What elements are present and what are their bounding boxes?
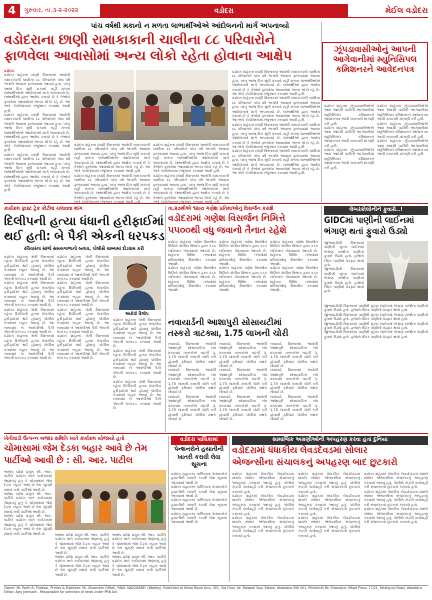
story2-body-3: વડોદરા શહેરના ગોત્રી વિસ્તારમાં રહેતા દિલીપની હત્યા ધંધાકીય હરીફાઈમાં થઈ હોવાનું પોલીસ તપાસમાં બહાર આવ્યું છે. આ બનાવમાં બે આરોપીઓ પૈકી એકની ધરપકડ કરવામાં આવી છે. xyxy=(113,318,161,349)
story1-column-3 xyxy=(153,143,229,200)
story2-portrait xyxy=(113,256,161,310)
section-rule xyxy=(4,203,428,204)
story4-body-2b: નવાયાર્ડ વિસ્તારમાં આવેલી આશાપુરી સોસાયટીના બંધ મકાનમાં તસ્કરોએ ત્રાટકી રૂ. 1.75 લાખની મત્તાની ચોરી કરી હોવાની ફરિયાદ પોલીસ મથકે નોંધાઈ છે. xyxy=(219,368,267,395)
story1-headline-2: ફાળવેલા આવાસોમાં અન્ય લોકો રહેતા હોવાના આક્ષેપ xyxy=(4,48,292,64)
section-city: વડોદરા xyxy=(100,4,348,17)
story4-body-c: નવાયાર્ડ વિસ્તારમાં આવેલી આશાપુરી સોસાયટીના બંધ મકાનમાં તસ્કરોએ ત્રાટકી રૂ. 1.75 લાખની મત્તાની ચોરી કરી હોવાની ફરિયાદ પોલીસ મથકે નોંધાઈ છે. xyxy=(168,394,216,421)
story6-body-3: ભાજપ પ્રદેશ પ્રમુખ સી. આર. પાટીલે વડોદરા ખાતે કાર્યક્રમમાં જણાવ્યું હતું કે ચોમાસામાં જેમ દેડકા બહાર આવે છે તેમ ચૂંટણી સમયે નવી પાર્ટીઓ આવી છે. xyxy=(112,533,166,555)
story4-body-2c: નવાયાર્ડ વિસ્તારમાં આવેલી આશાપુરી સોસાયટીના બંધ મકાનમાં તસ્કરોએ ત્રાટકી રૂ. 1.75 લાખની મત્તાની ચોરી કરી હોવાની ફરિયાદ પોલીસ મથકે નોંધાઈ છે. xyxy=(219,394,267,421)
story7-body-b: વડોદરા મહાનગર પાલિકાના પેન્શનરોને હયાતીની ખાતરી કરાવી લેવા સૂચના આપવામાં આવી છે. xyxy=(171,485,227,499)
column-divider-2 xyxy=(165,206,166,432)
story4-column-1 xyxy=(168,342,216,430)
story3-column-1 xyxy=(168,240,216,315)
story1-body-col4d: વડોદરા શહેરના છાણી વિસ્તારમાં આવેલી રામાકાકાની ચાલીના ૮૮ પરિવારોને પાંચ વર્ષ અગાઉ આવાસ ફાળવવામાં આવ્યા હતા. પરંતુ આજ દિન સુધી મકાનો નહીં મળતા લાભાર્થીઓએ આંદોલનનો માર્ગ અપનાવ્યો છે. લાભાર્થીઓ દ્વારા આક્ષેપ કરાયો છે કે તેઓને ફાળવેલા આવાસોમાં અન્ય લોકો રહે છે. આ અંગે કોર્પોરેશનમાં રજૂઆત કરવામાં આવી હતી. xyxy=(232,149,320,176)
story5-body-2b: જીઆઇડીસી વિસ્તારમાં પાણીની મુખ્ય લાઈનમાં ભંગાણ સર્જાતા પાણીનો ફુવારો ઉડ્યો હતો. હજારો લીટર પાણીનો વેડફાટ થયો હતો. xyxy=(324,312,428,322)
story6-body-2b: ભાજપ પ્રદેશ પ્રમુખ સી. આર. પાટીલે વડોદરા ખાતે કાર્યક્રમમાં જણાવ્યું હતું કે ચોમાસામાં જેમ દેડકા બહાર આવે છે તેમ ચૂંટણી સમયે નવી પાર્ટીઓ આવી છે. xyxy=(55,555,109,577)
story1-body-col3: વડોદરા શહેરના છાણી વિસ્તારમાં આવેલી રામાકાકાની ચાલીના ૮૮ પરિવારોને પાંચ વર્ષ અગાઉ આવાસ ફાળવવામાં આવ્યા હતા. પરંતુ આજ દિન સુધી મકાનો નહીં મળતા લાભાર્થીઓએ આંદોલનનો માર્ગ અપનાવ્યો છે. લાભાર્થીઓ દ્વારા આક્ષેપ કરાયો છે કે તેઓને ફાળવેલા આવાસોમાં અન્ય લોકો રહે છે. આ અંગે કોર્પોરેશનમાં રજૂઆત કરવામાં આવી હતી. xyxy=(153,143,229,174)
story3-column-2 xyxy=(219,240,267,315)
story5-body-2: જીઆઇડીસી વિસ્તારમાં પાણીની મુખ્ય લાઈનમાં ભંગાણ સર્જાતા પાણીનો ફુવારો ઉડ્યો હતો. હજારો લીટર પાણીનો વેડફાટ થયો હતો. xyxy=(324,304,428,313)
story2-body: વડોદરા શહેરના ગોત્રી વિસ્તારમાં રહેતા દિલીપની હત્યા ધંધાકીય હરીફાઈમાં થઈ હોવાનું પોલીસ તપાસમાં બહાર આવ્યું છે. આ બનાવમાં બે આરોપીઓ પૈકી એકની ધરપકડ કરવામાં આવી છે. xyxy=(4,255,54,282)
story1-body: વડોદરા શહેરના છાણી વિસ્તારમાં આવેલી રામાકાકાની ચાલીના ૮૮ પરિવારોને પાંચ વર્ષ અગાઉ આવાસ ફાળવવામાં આવ્યા હતા. પરંતુ આજ દિન સુધી મકાનો નહીં મળતા લાભાર્થીઓએ આંદોલનનો માર્ગ અપનાવ્યો છે. લાભાર્થીઓ દ્વારા આક્ષેપ કરાયો છે કે તેઓને ફાળવેલા આવાસોમાં અન્ય લોકો રહે છે. આ અંગે કોર્પોરેશનમાં રજૂઆત કરવામાં આવી હતી. xyxy=(4,73,70,113)
story4-body-2: નવાયાર્ડ વિસ્તારમાં આવેલી આશાપુરી સોસાયટીના બંધ મકાનમાં તસ્કરોએ ત્રાટકી રૂ. 1.75 લાખની મત્તાની ચોરી કરી હોવાની ફરિયાદ પોલીસ મથકે નોંધાઈ છે. xyxy=(219,342,267,369)
story7-kicker: વડોદરા પાલિકામાં xyxy=(171,436,227,445)
story2-headline-1: દિલીપની હત્યા ધંધાની હરીફાઈમાં xyxy=(4,214,164,228)
story5-column-2 xyxy=(324,304,428,430)
story8-body-3b: વડોદરા શહેરમાં ધંધાકીય લેવડદેવડના મામલે સોલાર એજન્સીના સંચાલકનું અપહરણ કરવામાં આવ્યું હતું. પોલીસે ઝડપી કાર્યવાહી કરી સંચાલકનો છુટકારો કરાવ્યો હતો. xyxy=(364,489,428,507)
column-divider-3 xyxy=(321,206,322,432)
column-divider-5 xyxy=(229,436,230,582)
story2-body-3c: વડોદરા શહેરના ગોત્રી વિસ્તારમાં રહેતા દિલીપની હત્યા ધંધાકીય હરીફાઈમાં થઈ હોવાનું પોલીસ તપાસમાં બહાર આવ્યું છે. આ બનાવમાં બે આરોપીઓ પૈકી એકની ધરપકડ કરવામાં આવી છે. xyxy=(113,379,161,411)
story6-column-1 xyxy=(4,470,52,582)
story6-column-2 xyxy=(55,533,109,582)
story2-column-3 xyxy=(113,318,161,430)
story5-headline-1: GIDCમાં પાણીની લાઈનમાં xyxy=(324,216,415,226)
masthead xyxy=(4,4,428,18)
story1-body-col2b: વડોદરા શહેરના છાણી વિસ્તારમાં આવેલી રામાકાકાની ચાલીના ૮૮ પરિવારોને પાંચ વર્ષ અગાઉ આવાસ ફાળવવામાં આવ્યા હતા. પરંતુ આજ દિન સુધી મકાનો નહીં મળતા લાભાર્થીઓએ આંદોલનનો માર્ગ અપનાવ્યો છે. લાભાર્થીઓ દ્વારા આક્ષેપ કરાયો છે કે તેઓને ફાળવેલા આવાસોમાં અન્ય લોકો રહે છે. આ xyxy=(74,173,150,200)
story8-headline-1: વડોદરામાં ધંધાકીય લેવડદેવડમાં સોલાર xyxy=(232,446,368,456)
story5-photo xyxy=(367,241,428,301)
story7-headline: પેન્શનરોને હયાતીની ખાતરી કરાવી લેવા સૂચના xyxy=(174,446,224,468)
story1-body-col3b: વડોદરા શહેરના છાણી વિસ્તારમાં આવેલી રામાકાકાની ચાલીના ૮૮ પરિવારોને પાંચ વર્ષ અગાઉ આવાસ ફાળવવામાં આવ્યા હતા. પરંતુ આજ દિન સુધી મકાનો નહીં મળતા લાભાર્થીઓએ આંદોલનનો માર્ગ અપનાવ્યો છે. લાભાર્થીઓ દ્વારા આક્ષેપ કરાયો છે કે તેઓને ફાળવેલા આવાસોમાં અન્ય લોકો રહે છે. આ xyxy=(153,173,229,200)
story2-body-2d: વડોદરા શહેરના ગોત્રી વિસ્તારમાં રહેતા દિલીપની હત્યા ધંધાકીય હરીફાઈમાં થઈ હોવાનું પોલીસ તપાસમાં બહાર આવ્યું છે. આ બનાવમાં બે આરોપીઓ પૈકી એકની ધરપકડ કરવામાં આવી છે. xyxy=(57,334,109,361)
story4-body-3c: નવાયાર્ડ વિસ્તારમાં આવેલી આશાપુરી સોસાયટીના બંધ મકાનમાં તસ્કરોએ ત્રાટકી રૂ. 1.75 લાખની મત્તાની ચોરી કરી હોવાની ફરિયાદ પોલીસ મથકે નોંધાઈ છે. xyxy=(270,394,318,421)
story1-photo-1 xyxy=(74,70,134,140)
story4-body-b: નવાયાર્ડ વિસ્તારમાં આવેલી આશાપુરી સોસાયટીના બંધ મકાનમાં તસ્કરોએ ત્રાટકી રૂ. 1.75 લાખની મત્તાની ચોરી કરી હોવાની ફરિયાદ પોલીસ મથકે નોંધાઈ છે. xyxy=(168,368,216,395)
story8-body-2c: વડોદરા શહેરમાં ધંધાકીય લેવડદેવડના મામલે સોલાર એજન્સીના સંચાલકનું અપહરણ કરવામાં આવ્યું હતું. પોલીસે ઝડપી કાર્યવાહી કરી સંચાલકનો છુટકારો કરાવ્યો હતો. xyxy=(298,516,360,538)
story2-column-2 xyxy=(57,255,109,430)
issue-date: ગુરુવાર, તા.૩-૨-૨૦૨૨ xyxy=(24,7,79,14)
box-right-column-2 xyxy=(377,104,428,200)
story8-body-3c: વડોદરા શહેરમાં ધંધાકીય લેવડદેવડના મામલે સોલાર એજન્સીના સંચાલકનું અપહરણ કરવામાં આવ્યું હતું. પોલીસે ઝડપી કાર્યવાહી કરી સંચાલકનો છુટકારો કરાવ્યો હતો. xyxy=(364,507,428,525)
story6-kicker: ખેતીવાડી ઉત્પન્ન બજાર સમિતિ ખાતે કાર્યક્રમ યોજાયો હતો xyxy=(4,436,125,442)
story3-body: વડોદરા શહેરમાં ગણેશ વિસર્જન નિમિત્તે પોલીસ વિભાગ દ્વારા કડક બંદોબસ્ત ગોઠવવામાં આવ્યો છે. શહેરના વિવિધ તળાવોમાં પ્રતિમાઓનું વિસર્જન કરવામાં આવશે. xyxy=(168,240,216,267)
story1-body-col4c: વડોદરા શહેરના છાણી વિસ્તારમાં આવેલી રામાકાકાની ચાલીના ૮૮ પરિવારોને પાંચ વર્ષ અગાઉ આવાસ ફાળવવામાં આવ્યા હતા. પરંતુ આજ દિન સુધી મકાનો નહીં મળતા લાભાર્થીઓએ આંદોલનનો માર્ગ અપનાવ્યો છે. લાભાર્થીઓ દ્વારા આક્ષેપ કરાયો છે કે તેઓને ફાળવેલા આવાસોમાં અન્ય લોકો રહે છે. આ અંગે કોર્પોરેશનમાં રજૂઆત કરવામાં આવી હતી. xyxy=(232,122,320,149)
page-number: 4 xyxy=(4,4,20,18)
story1-kicker: પાંચ વર્ષથી મકાનો ન મળતા લાભાર્થીઓએ આંદોલનનો માર્ગ અપનાવ્યો xyxy=(90,22,290,30)
story4-body-3b: નવાયાર્ડ વિસ્તારમાં આવેલી આશાપુરી સોસાયટીના બંધ મકાનમાં તસ્કરોએ ત્રાટકી રૂ. 1.75 લાખની મત્તાની ચોરી કરી હોવાની ફરિયાદ પોલીસ મથકે નોંધાઈ છે. xyxy=(270,368,318,395)
story8-body: વડોદરા શહેરમાં ધંધાકીય લેવડદેવડના મામલે સોલાર એજન્સીના સંચાલકનું અપહરણ કરવામાં આવ્યું હતું. પોલીસે ઝડપી કાર્યવાહી કરી સંચાલકનો છુટકારો કરાવ્યો હતો. xyxy=(232,472,294,494)
story3-column-3 xyxy=(270,240,318,315)
story6-column-3 xyxy=(112,533,166,582)
story5-kicker: લેબરકોલોનીને ફુવારો..! xyxy=(324,206,428,215)
box-right-body-2b: વડોદરા શહેરના ઝૂંપડાવાસીઓએ આમ આદમી પાર્ટીની આગેવાનીમાં મ્યુનિસિપલ કમિશનરને આવેદનપત્ર આપી મકાનની માંગણી કરી હતી. xyxy=(377,121,428,139)
story2-kicker: કાર્યક્રમ ફાસ્ટ ટ્રેક કોર્ટમાં ચલાવવા માંગ xyxy=(4,206,83,212)
story7-column xyxy=(171,472,227,582)
story3-body-2b: વડોદરા શહેરમાં ગણેશ વિસર્જન નિમિત્તે પોલીસ વિભાગ દ્વારા કડક બંદોબસ્ત ગોઠવવામાં આવ્યો છે. શહેરના વિવિધ તળાવોમાં પ્રતિમાઓનું વિસર્જન કરવામાં આવશે. xyxy=(219,266,267,293)
story2-body-2b: વડોદરા શહેરના ગોત્રી વિસ્તારમાં રહેતા દિલીપની હત્યા ધંધાકીય હરીફાઈમાં થઈ હોવાનું પોલીસ તપાસમાં બહાર આવ્યું છે. આ બનાવમાં બે આરોપીઓ પૈકી એકની ધરપકડ કરવામાં આવી છે. xyxy=(57,281,109,308)
column-divider-4 xyxy=(168,436,169,582)
story1-dateline: વડોદરા xyxy=(4,69,14,73)
story7-body: વડોદરા મહાનગર પાલિકાના પેન્શનરોને હયાતીની ખાતરી કરાવી લેવા સૂચના આપવામાં આવી છે. xyxy=(171,472,227,485)
box-right-body-2: વડોદરા શહેરના ઝૂંપડાવાસીઓએ આમ આદમી પાર્ટીની આગેવાનીમાં મ્યુનિસિપલ કમિશનરને આવેદનપત્ર આપી મકાનની માંગણી કરી હતી. xyxy=(377,104,428,122)
story6-body-c: ભાજપ પ્રદેશ પ્રમુખ સી. આર. પાટીલે વડોદરા ખાતે કાર્યક્રમમાં જણાવ્યું હતું કે ચોમાસામાં જેમ દેડકા બહાર આવે છે તેમ ચૂંટણી સમયે નવી પાર્ટીઓ આવી છે. xyxy=(4,514,52,536)
story1-headline-1: વડોદરાના છાણી રામાકાકાની ચાલીના ૮૮ પરિવારોને xyxy=(4,32,275,48)
story3-body-2: વડોદરા શહેરમાં ગણેશ વિસર્જન નિમિત્તે પોલીસ વિભાગ દ્વારા કડક બંદોબસ્ત ગોઠવવામાં આવ્યો છે. શહેરના વિવિધ તળાવોમાં પ્રતિમાઓનું વિસર્જન કરવામાં આવશે. xyxy=(219,240,267,267)
box-right-column-1 xyxy=(324,104,374,200)
story7-body-c: વડોદરા મહાનગર પાલિકાના પેન્શનરોને હયાતીની ખાતરી કરાવી લેવા સૂચના આપવામાં આવી છે. xyxy=(171,498,227,512)
story2-body-c: વડોદરા શહેરના ગોત્રી વિસ્તારમાં રહેતા દિલીપની હત્યા ધંધાકીય હરીફાઈમાં થઈ હોવાનું પોલીસ તપાસમાં બહાર આવ્યું છે. આ બનાવમાં બે આરોપીઓ પૈકી એકની ધરપકડ કરવામાં આવી છે. xyxy=(4,307,54,334)
story6-body-b: ભાજપ પ્રદેશ પ્રમુખ સી. આર. પાટીલે વડોદરા ખાતે કાર્યક્રમમાં જણાવ્યું હતું કે ચોમાસામાં જેમ દેડકા બહાર આવે છે તેમ ચૂંટણી સમયે નવી પાર્ટીઓ આવી છે. xyxy=(4,492,52,514)
story4-body: નવાયાર્ડ વિસ્તારમાં આવેલી આશાપુરી સોસાયટીના બંધ મકાનમાં તસ્કરોએ ત્રાટકી રૂ. 1.75 લાખની મત્તાની ચોરી કરી હોવાની ફરિયાદ પોલીસ મથકે નોંધાઈ છે. xyxy=(168,342,216,369)
story4-headline-1: નવાયાર્ડની આશાપુરી સોસાયટીમાં xyxy=(168,318,282,328)
story2-body-d: વડોદરા શહેરના ગોત્રી વિસ્તારમાં રહેતા દિલીપની હત્યા ધંધાકીય હરીફાઈમાં થઈ હોવાનું પોલીસ તપાસમાં બહાર આવ્યું છે. આ બનાવમાં બે આરોપીઓ પૈકી એકની ધરપકડ કરવામાં આવી છે. xyxy=(4,334,54,361)
story1-body-col4b: વડોદરા શહેરના છાણી વિસ્તારમાં આવેલી રામાકાકાની ચાલીના ૮૮ પરિવારોને પાંચ વર્ષ અગાઉ આવાસ ફાળવવામાં આવ્યા હતા. પરંતુ આજ દિન સુધી મકાનો નહીં મળતા લાભાર્થીઓએ આંદોલનનો માર્ગ અપનાવ્યો છે. લાભાર્થીઓ દ્વારા આક્ષેપ કરાયો છે કે તેઓને ફાળવેલા આવાસોમાં અન્ય લોકો રહે છે. આ અંગે કોર્પોરેશનમાં રજૂઆત કરવામાં આવી હતી. xyxy=(232,96,320,123)
story2-body-2: વડોદરા શહેરના ગોત્રી વિસ્તારમાં રહેતા દિલીપની હત્યા ધંધાકીય હરીફાઈમાં થઈ હોવાનું પોલીસ તપાસમાં બહાર આવ્યું છે. આ બનાવમાં બે આરોપીઓ પૈકી એકની ધરપકડ કરવામાં આવી છે. xyxy=(57,255,109,282)
story2-body-b: વડોદરા શહેરના ગોત્રી વિસ્તારમાં રહેતા દિલીપની હત્યા ધંધાકીય હરીફાઈમાં થઈ હોવાનું પોલીસ તપાસમાં બહાર આવ્યું છે. આ બનાવમાં બે આરોપીઓ પૈકી એકની ધરપકડ કરવામાં આવી છે. xyxy=(4,281,54,308)
box-right-body: વડોદરા શહેરના ઝૂંપડાવાસીઓએ આમ આદમી પાર્ટીની આગેવાનીમાં મ્યુનિસિપલ કમિશનરને આવેદનપત્ર આપી મકાનની માંગણી કરી હતી. xyxy=(324,104,374,126)
story8-body-2b: વડોદરા શહેરમાં ધંધાકીય લેવડદેવડના મામલે સોલાર એજન્સીના સંચાલકનું અપહરણ કરવામાં આવ્યું હતું. પોલીસે ઝડપી કાર્યવાહી કરી સંચાલકનો છુટકારો કરાવ્યો હતો. xyxy=(298,494,360,516)
story8-headline-2: એજન્સીના સંચાલકનું અપહરણ બાદ છુટકારો xyxy=(232,458,398,468)
story6-body-2: ભાજપ પ્રદેશ પ્રમુખ સી. આર. પાટીલે વડોદરા ખાતે કાર્યક્રમમાં જણાવ્યું હતું કે ચોમાસામાં જેમ દેડકા બહાર આવે છે તેમ ચૂંટણી સમયે નવી પાર્ટીઓ આવી છે. xyxy=(55,533,109,555)
story1-column-2 xyxy=(74,143,150,200)
story1-body-col2: વડોદરા શહેરના છાણી વિસ્તારમાં આવેલી રામાકાકાની ચાલીના ૮૮ પરિવારોને પાંચ વર્ષ અગાઉ આવાસ ફાળવવામાં આવ્યા હતા. પરંતુ આજ દિન સુધી મકાનો નહીં મળતા લાભાર્થીઓએ આંદોલનનો માર્ગ અપનાવ્યો છે. લાભાર્થીઓ દ્વારા આક્ષેપ કરાયો છે કે તેઓને ફાળવેલા આવાસોમાં અન્ય લોકો રહે છે. આ અંગે કોર્પોરેશનમાં રજૂઆત કરવામાં આવી હતી. xyxy=(74,143,150,174)
story6-photo xyxy=(55,470,166,530)
story5-body: જીઆઇડીસી વિસ્તારમાં પાણીની મુખ્ય લાઈનમાં ભંગાણ સર્જાતા પાણીનો ફુવારો ઉડ્યો હતો. હજારો લીટર પાણીનો વેડફાટ થયો હતો. xyxy=(324,241,364,268)
story2-column-1 xyxy=(4,255,54,430)
box-right-body-c: વડોદરા શહેરના ઝૂંપડાવાસીઓએ આમ આદમી પાર્ટીની આગેવાનીમાં મ્યુનિસિપલ કમિશનરને આવેદનપત્ર આપી મકાનની માંગણી કરી હતી. xyxy=(324,148,374,170)
story8-column-2 xyxy=(298,472,360,582)
story6-body-3b: ભાજપ પ્રદેશ પ્રમુખ સી. આર. પાટીલે વડોદરા ખાતે કાર્યક્રમમાં જણાવ્યું હતું કે ચોમાસામાં જેમ દેડકા બહાર આવે છે તેમ ચૂંટણી સમયે નવી પાર્ટીઓ આવી છે. xyxy=(112,555,166,577)
story3-body-3b: વડોદરા શહેરમાં ગણેશ વિસર્જન નિમિત્તે પોલીસ વિભાગ દ્વારા કડક બંદોબસ્ત ગોઠવવામાં આવ્યો છે. શહેરના વિવિધ તળાવોમાં પ્રતિમાઓનું વિસર્જન કરવામાં આવશે. xyxy=(270,266,318,293)
story8-column-1 xyxy=(232,472,294,582)
story5-headline-2: ભંગાણ થતાં ફુવારો ઉડ્યો xyxy=(324,227,408,237)
story2-headline-2: થઈ હતી: બે પૈકી એકની ધરપકડ xyxy=(4,229,165,243)
story1-column-4 xyxy=(232,70,320,200)
story2-photo-caption: આરોપી દિલીપ xyxy=(125,311,149,316)
story3-body-b: વડોદરા શહેરમાં ગણેશ વિસર્જન નિમિત્તે પોલીસ વિભાગ દ્વારા કડક બંદોબસ્ત ગોઠવવામાં આવ્યો છે. શહેરના વિવિધ તળાવોમાં પ્રતિમાઓનું વિસર્જન કરવામાં આવશે. xyxy=(168,266,216,293)
story8-body-2: વડોદરા શહેરમાં ધંધાકીય લેવડદેવડના મામલે સોલાર એજન્સીના સંચાલકનું અપહરણ કરવામાં આવ્યું હતું. પોલીસે ઝડપી કાર્યવાહી કરી સંચાલકનો છુટકારો કરાવ્યો હતો. xyxy=(298,472,360,494)
story3-body-3: વડોદરા શહેરમાં ગણેશ વિસર્જન નિમિત્તે પોલીસ વિભાગ દ્વારા કડક બંદોબસ્ત ગોઠવવામાં આવ્યો છે. શહેરના વિવિધ તળાવોમાં પ્રતિમાઓનું વિસર્જન કરવામાં આવશે. xyxy=(270,240,318,267)
story7-body-d: વડોદરા મહાનગર પાલિકાના પેન્શનરોને હયાતીની ખાતરી કરાવી લેવા સૂચના આપવામાં આવી છે. xyxy=(171,511,227,525)
box-right-headline: ઝૂંપડાવાસીઓનું આપની આગેવાનીમાં મ્યુનિસિપલ કમિશનરને આવેદનપત્ર xyxy=(333,45,417,75)
story8-column-3 xyxy=(364,472,428,582)
story6-headline-2: પાર્ટીઓ આવી છે : સી. આર. પાટીલ xyxy=(4,456,133,466)
story6-headline-1: ચોમાસામાં જેમ દેડકા બહાર આવે છે તેમ xyxy=(4,444,148,454)
story-box-right xyxy=(322,42,428,101)
story5-body-b: જીઆઇડીસી વિસ્તારમાં પાણીની મુખ્ય લાઈનમાં ભંગાણ સર્જાતા પાણીનો ફુવારો ઉડ્યો હતો. હજારો લીટર પાણીનો વેડફાટ થયો હતો. xyxy=(324,267,364,294)
story3-kicker: તા.૨૭મીએ ૧૨૯૦ ગણેશ પ્રતિમાઓનું વિસર્જન કરાશે xyxy=(168,206,274,212)
story1-column-1 xyxy=(4,69,70,199)
story5-body-2c: જીઆઇડીસી વિસ્તારમાં પાણીની મુખ્ય લાઈનમાં ભંગાણ સર્જાતા પાણીનો ફુવારો ઉડ્યો હતો. હજારો લીટર પાણીનો વેડફાટ થયો હતો. xyxy=(324,321,428,331)
story6-body: ભાજપ પ્રદેશ પ્રમુખ સી. આર. પાટીલે વડોદરા ખાતે કાર્યક્રમમાં જણાવ્યું હતું કે ચોમાસામાં જેમ દેડકા બહાર આવે છે તેમ ચૂંટણી સમયે નવી પાર્ટીઓ આવી છે. xyxy=(4,470,52,492)
story2-body-2c: વડોદરા શહેરના ગોત્રી વિસ્તારમાં રહેતા દિલીપની હત્યા ધંધાકીય હરીફાઈમાં થઈ હોવાનું પોલીસ તપાસમાં બહાર આવ્યું છે. આ બનાવમાં બે આરોપીઓ પૈકી એકની ધરપકડ કરવામાં આવી છે. xyxy=(57,307,109,334)
story8-body-3: વડોદરા શહેરમાં ધંધાકીય લેવડદેવડના મામલે સોલાર એજન્સીના સંચાલકનું અપહરણ કરવામાં આવ્યું હતું. પોલીસે ઝડપી કાર્યવાહી કરી સંચાલકનો છુટકારો કરાવ્યો હતો. xyxy=(364,472,428,490)
story1-body-cont2: વડોદરા શહેરના છાણી વિસ્તારમાં આવેલી રામાકાકાની ચાલીના ૮૮ પરિવારોને પાંચ વર્ષ અગાઉ આવાસ ફાળવવામાં આવ્યા હતા. પરંતુ આજ દિન સુધી મકાનો નહીં મળતા લાભાર્થીઓએ આંદોલનનો માર્ગ અપનાવ્યો છે. લાભાર્થીઓ દ્વારા આક્ષેપ કરાયો છે કે તેઓને ફાળવેલા આવાસોમાં અન્ય લોકો રહે છે. આ અંગે કોર્પોરેશનમાં રજૂઆત કરવામાં આવી હતી. xyxy=(4,152,70,192)
section-rule-2 xyxy=(4,433,428,434)
box-right-body-b: વડોદરા શહેરના ઝૂંપડાવાસીઓએ આમ આદમી પાર્ટીની આગેવાનીમાં મ્યુનિસિપલ કમિશનરને આવેદનપત્ર આપી મકાનની માંગણી કરી હતી. xyxy=(324,126,374,148)
story1-photo-2 xyxy=(136,70,228,140)
story8-body-b: વડોદરા શહેરમાં ધંધાકીય લેવડદેવડના મામલે સોલાર એજન્સીના સંચાલકનું અપહરણ કરવામાં આવ્યું હતું. પોલીસે ઝડપી કાર્યવાહી કરી સંચાલકનો છુટકારો કરાવ્યો હતો. xyxy=(232,494,294,516)
story4-column-2 xyxy=(219,342,267,430)
story5-body-2d: જીઆઇડીસી વિસ્તારમાં પાણીની મુખ્ય લાઈનમાં ભંગાણ સર્જાતા પાણીનો ફુવારો ઉડ્યો હતો. હજારો લીટર પાણીનો વેડફાટ થયો હતો. xyxy=(324,330,428,339)
story4-body-3: નવાયાર્ડ વિસ્તારમાં આવેલી આશાપુરી સોસાયટીના બંધ મકાનમાં તસ્કરોએ ત્રાટકી રૂ. 1.75 લાખની મત્તાની ચોરી કરી હોવાની ફરિયાદ પોલીસ મથકે નોંધાઈ છે. xyxy=(270,342,318,369)
edition-name: મેઈલ વડોદરા xyxy=(385,6,428,15)
story4-headline-2: તસ્કરો ત્રાટક્યા, 1.75 લાખની ચોરી xyxy=(168,329,289,339)
story2-sub: રવિવારના સાંજે સમયગાળાનો બનાવ, પોલીસે ગ્રામ્યમાં દોડધામ કરી xyxy=(24,247,144,252)
story5-column-1 xyxy=(324,241,364,301)
story4-column-3 xyxy=(270,342,318,430)
box-right-body-2c: વડોદરા શહેરના ઝૂંપડાવાસીઓએ આમ આદમી પાર્ટીની આગેવાનીમાં મ્યુનિસિપલ કમિશનરને આવેદનપત્ર આપી મકાનની માંગણી કરી હતી. xyxy=(377,139,428,157)
story2-body-3b: વડોદરા શહેરના ગોત્રી વિસ્તારમાં રહેતા દિલીપની હત્યા ધંધાકીય હરીફાઈમાં થઈ હોવાનું પોલીસ તપાસમાં બહાર આવ્યું છે. આ બનાવમાં બે આરોપીઓ પૈકી એકની ધરપકડ કરવામાં આવી છે. xyxy=(113,348,161,380)
imprint-footer: Owner: Mr. Parth R. Thakkar, Printer & Publisher: Mr. Shamsher Offset, "MAIL VADODARA" (Weekly). Published at Shree Royal Arcs, 301, 3rd Floor, Nr. Rajwadi Opp. Estate, Vadodara-390 001. Printed at Mr. Shamsher Offset Press. 17/21, Fatehgunj Road, Vadodara. Editor: Ajay Jaimsale - Responsible for selection of news under PRB Act. xyxy=(4,585,428,598)
story8-body-c: વડોદરા શહેરમાં ધંધાકીય લેવડદેવડના મામલે સોલાર એજન્સીના સંચાલકનું અપહરણ કરવામાં આવ્યું હતું. પોલીસે ઝડપી કાર્યવાહી કરી સંચાલકનો છુટકારો કરાવ્યો હતો. xyxy=(232,516,294,538)
story1-body-col4: વડોદરા શહેરના છાણી વિસ્તારમાં આવેલી રામાકાકાની ચાલીના ૮૮ પરિવારોને પાંચ વર્ષ અગાઉ આવાસ ફાળવવામાં આવ્યા હતા. પરંતુ આજ દિન સુધી મકાનો નહીં મળતા લાભાર્થીઓએ આંદોલનનો માર્ગ અપનાવ્યો છે. લાભાર્થીઓ દ્વારા આક્ષેપ કરાયો છે કે તેઓને ફાળવેલા આવાસોમાં અન્ય લોકો રહે છે. આ અંગે કોર્પોરેશનમાં રજૂઆત કરવામાં આવી હતી. xyxy=(232,70,320,97)
story3-headline-2: ૫૫૦૦થી વધુ જવાનો તૈનાત રહેશે xyxy=(168,226,287,236)
story8-kicker: સામાજિક અગ્રણીઓની અપહરણ કરવા હતા દુનિયા xyxy=(232,436,428,445)
story3-headline-1: વડોદરામાં ગણેશ વિસર્જન નિમિત્તે xyxy=(168,214,286,224)
story1-body-cont: વડોદરા શહેરના છાણી વિસ્તારમાં આવેલી રામાકાકાની ચાલીના ૮૮ પરિવારોને પાંચ વર્ષ અગાઉ આવાસ ફાળવવામાં આવ્યા હતા. પરંતુ આજ દિન સુધી મકાનો નહીં મળતા લાભાર્થીઓએ આંદોલનનો માર્ગ અપનાવ્યો છે. લાભાર્થીઓ દ્વારા આક્ષેપ કરાયો છે કે તેઓને ફાળવેલા આવાસોમાં અન્ય લોકો રહે છે. આ અંગે કોર્પોરેશનમાં રજૂઆત કરવામાં આવી હતી. xyxy=(4,113,70,153)
